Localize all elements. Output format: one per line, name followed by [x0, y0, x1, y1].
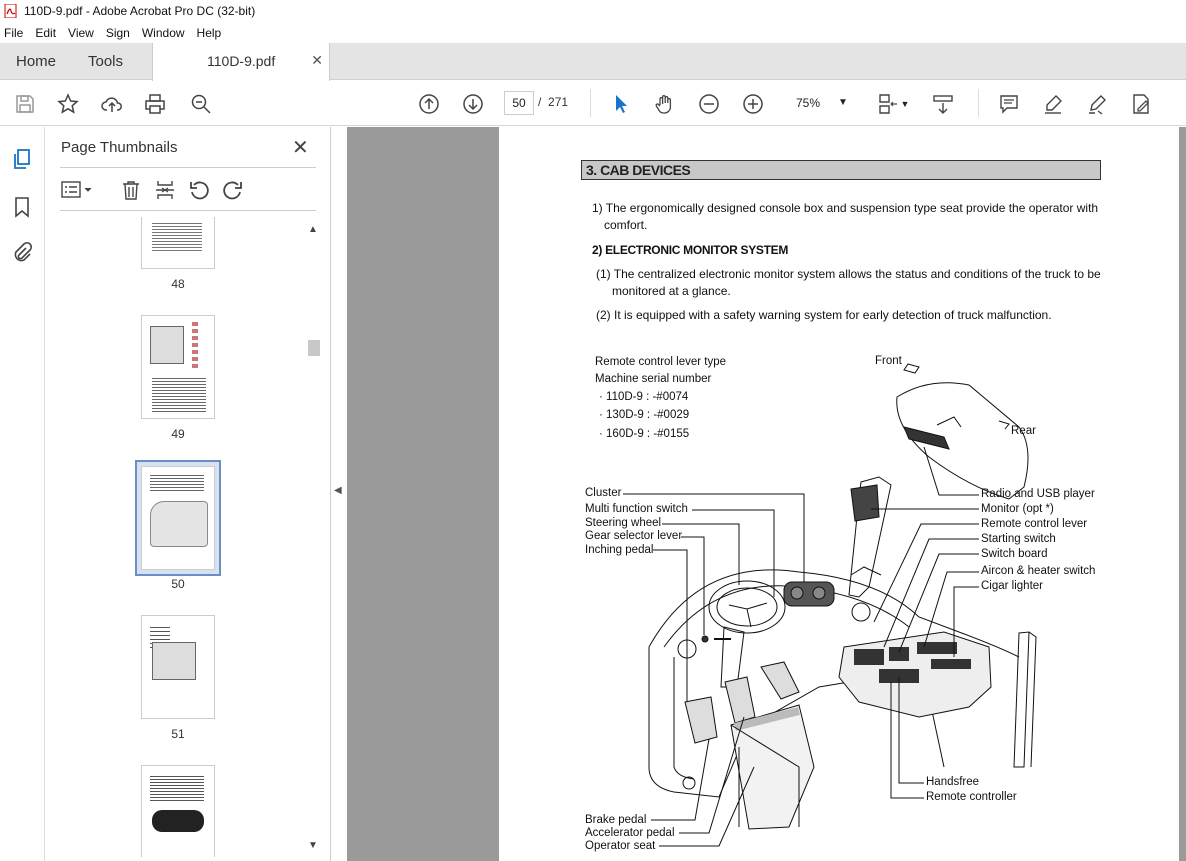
next-page-icon[interactable] [460, 91, 486, 117]
label-handsfree: Handsfree [926, 776, 980, 788]
thumbnail-figure [150, 501, 208, 547]
label-brake-pedal: Brake pedal [585, 814, 647, 826]
chevron-down-icon: ▼ [838, 97, 848, 108]
label-cluster: Cluster [585, 487, 622, 499]
serial-130d: · 130D-9 : -#0029 [599, 409, 690, 421]
menu-file[interactable]: File [4, 25, 24, 40]
zoom-value: 75% [796, 96, 821, 110]
label-gear-selector-lever: Gear selector lever [585, 530, 683, 542]
hand-tool-icon[interactable] [652, 91, 678, 117]
previous-page-icon[interactable] [416, 91, 442, 117]
list-item-1-cont: monitored at a glance. [612, 284, 731, 298]
total-pages: 271 [548, 95, 569, 109]
page-thumbnail-49[interactable] [141, 315, 215, 419]
tab-document[interactable] [152, 43, 330, 81]
label-remote-controller: Remote controller [926, 791, 1017, 803]
zoom-out-icon[interactable] [696, 91, 722, 117]
fit-page-icon[interactable] [874, 91, 900, 117]
document-viewer [347, 127, 1186, 861]
menu-bar [0, 22, 1186, 43]
toolbar-divider [978, 89, 979, 117]
thumbnail-figure [150, 326, 184, 364]
page-separator: / [538, 95, 542, 109]
label-switch-board: Switch board [981, 548, 1048, 560]
select-pointer-icon[interactable] [608, 91, 634, 117]
tab-home[interactable]: Home [16, 53, 57, 70]
rotate-clockwise-icon[interactable] [222, 179, 244, 201]
menu-sign[interactable]: Sign [105, 25, 130, 40]
label-remote-control-lever: Remote control lever [981, 518, 1088, 530]
thumbnail-page-number: 50 [171, 577, 185, 591]
extract-pages-icon[interactable] [154, 179, 176, 201]
label-cigar-lighter: Cigar lighter [981, 580, 1043, 592]
bookmark-star-icon[interactable] [55, 91, 81, 117]
options-menu-icon[interactable] [60, 179, 94, 201]
label-rear: Rear [1011, 425, 1036, 437]
edit-pdf-icon[interactable] [1128, 91, 1154, 117]
page-thumbnail-50-selected[interactable] [135, 460, 221, 576]
highlight-pen-icon[interactable] [1040, 91, 1066, 117]
menu-help[interactable]: Help [196, 25, 222, 40]
zoom-level-select[interactable] [788, 91, 852, 115]
panel-title: Page Thumbnails [61, 139, 178, 156]
bookmarks-icon[interactable] [10, 195, 34, 219]
save-icon[interactable] [12, 91, 38, 117]
window-titlebar [0, 0, 1186, 22]
thumbnail-page-number: 49 [171, 427, 185, 441]
label-front: Front [875, 355, 902, 367]
page-number-input[interactable]: 50 [504, 91, 534, 115]
tab-bar [0, 43, 1186, 80]
thumbnail-list [46, 217, 330, 857]
thumbnail-text-lines [152, 376, 206, 412]
section-heading: 3. CAB DEVICES [581, 160, 1101, 180]
delete-page-icon[interactable] [120, 179, 142, 201]
scroll-up-icon[interactable]: ▲ [308, 224, 318, 235]
label-aircon-heater: Aircon & heater switch [981, 565, 1096, 577]
panel-splitter[interactable] [330, 127, 346, 861]
label-steering-wheel: Steering wheel [585, 517, 662, 529]
acrobat-app-icon [4, 4, 18, 18]
label-starting-switch: Starting switch [981, 533, 1056, 545]
chevron-down-icon[interactable]: ▼ [900, 99, 910, 109]
thumbnail-figure [152, 810, 204, 832]
note-line-2: Machine serial number [595, 373, 712, 385]
thumbnail-text-lines [150, 774, 204, 802]
zoom-in-icon[interactable] [740, 91, 766, 117]
paragraph-1: 1) The ergonomically designed console box and suspension type seat provide the operator with [592, 201, 1099, 215]
tab-document-label: 110D-9.pdf [207, 53, 276, 69]
panel-divider [60, 167, 316, 168]
page-thumbnails-icon[interactable] [10, 147, 34, 171]
thumbnail-figure [152, 642, 196, 680]
list-item-2: (2) It is equipped with a safety warning system for early detection of truck malfunction. [596, 308, 1052, 322]
navigation-rail [0, 127, 45, 861]
attachments-paperclip-icon[interactable] [10, 241, 34, 265]
subheading: 2) ELECTRONIC MONITOR SYSTEM [592, 243, 789, 257]
tab-tools[interactable]: Tools [88, 53, 124, 70]
toolbar-divider [590, 89, 591, 117]
list-item-1: (1) The centralized electronic monitor system allows the status and conditions of the truck to be [596, 267, 1101, 281]
close-tab-icon[interactable]: ✕ [311, 52, 323, 68]
label-operator-seat: Operator seat [585, 840, 656, 852]
scroll-down-icon[interactable]: ▼ [308, 840, 318, 851]
comment-icon[interactable] [996, 91, 1022, 117]
thumbnail-scrollbar[interactable] [308, 222, 320, 854]
thumbnail-callouts [192, 322, 198, 370]
page-thumbnail-52[interactable] [141, 765, 215, 857]
rotate-counterclockwise-icon[interactable] [188, 179, 210, 201]
window-title: 110D-9.pdf - Adobe Acrobat Pro DC (32-bit) [24, 4, 256, 18]
main-toolbar [0, 81, 1186, 126]
thumbnail-page [141, 466, 215, 570]
close-icon[interactable]: ✕ [292, 137, 309, 159]
thumbnail-text-lines [150, 473, 204, 493]
draw-sign-icon[interactable] [1084, 91, 1110, 117]
label-accelerator-pedal: Accelerator pedal [585, 827, 675, 839]
label-inching-pedal: Inching pedal [585, 544, 654, 556]
thumbnail-page-number: 48 [171, 277, 185, 291]
collapse-panel-icon[interactable]: ◀ [334, 485, 342, 496]
menu-edit[interactable]: Edit [35, 25, 57, 40]
note-line-1: Remote control lever type [595, 356, 727, 368]
serial-160d: · 160D-9 : -#0155 [599, 428, 690, 440]
panel-divider [60, 210, 316, 211]
print-icon[interactable] [142, 91, 168, 117]
upload-cloud-icon[interactable] [99, 91, 125, 117]
paragraph-1-cont: comfort. [604, 218, 648, 232]
serial-110d: · 110D-9 : -#0074 [599, 391, 689, 403]
label-monitor: Monitor (opt *) [981, 503, 1054, 515]
page-thumbnail-48[interactable] [141, 217, 215, 269]
page-thumbnails-panel [46, 127, 330, 861]
menu-window[interactable]: Window [141, 25, 185, 40]
scroll-mode-icon[interactable] [930, 91, 956, 117]
zoom-search-icon[interactable] [188, 91, 214, 117]
label-radio-usb: Radio and USB player [981, 488, 1095, 500]
page-count [538, 95, 568, 109]
thumbnail-text-lines [152, 221, 202, 251]
scrollbar-thumb[interactable] [308, 340, 320, 356]
page-thumbnail-51[interactable] [141, 615, 215, 719]
menu-view[interactable]: View [68, 25, 94, 40]
pdf-page [499, 127, 1179, 861]
thumbnail-page-number: 51 [171, 727, 185, 741]
label-multi-function-switch: Multi function switch [585, 503, 688, 515]
